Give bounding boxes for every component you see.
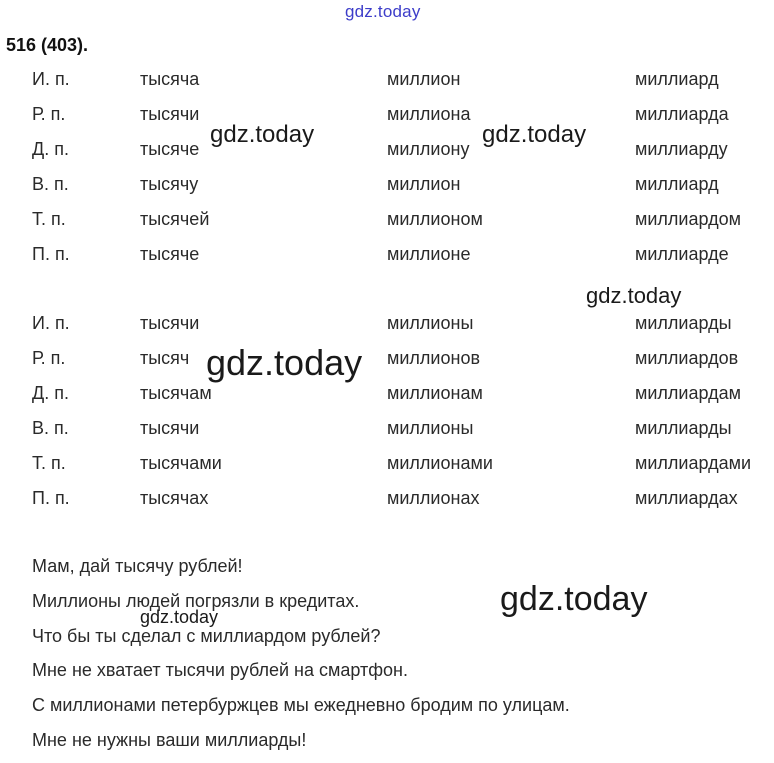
million-form: миллионах <box>387 488 480 508</box>
thousand-form: тысячи <box>140 418 200 438</box>
billion-form: миллиард <box>635 69 719 89</box>
sentence-line: С миллионами петербуржцев мы ежедневно бродим по улицам. <box>32 695 570 715</box>
million-form: миллиона <box>387 104 471 124</box>
million-form: миллион <box>387 174 461 194</box>
sentence-line: Что бы ты сделал с миллиардом рублей? <box>32 626 381 646</box>
sentence-line: Мам, дай тысячу рублей! <box>32 556 243 576</box>
case-label: П. п. <box>32 244 70 264</box>
thousand-form: тысяче <box>140 244 200 264</box>
thousand-form: тысяче <box>140 139 200 159</box>
billion-form: миллиардах <box>635 488 738 508</box>
million-form: миллионы <box>387 313 474 333</box>
case-label: Т. п. <box>32 209 66 229</box>
thousand-form: тысяч <box>140 348 190 368</box>
thousand-form: тысячей <box>140 209 210 229</box>
million-form: миллионе <box>387 244 471 264</box>
million-form: миллион <box>387 69 461 89</box>
watermark: gdz.today <box>586 283 682 308</box>
case-label: Т. п. <box>32 453 66 473</box>
site-watermark-top: gdz.today <box>345 2 421 21</box>
sentence-line: Миллионы людей погрязли в кредитах. <box>32 591 360 611</box>
thousand-form: тысячу <box>140 174 199 194</box>
case-label: Р. п. <box>32 104 66 124</box>
thousand-form: тысячи <box>140 313 200 333</box>
billion-form: миллиардом <box>635 209 741 229</box>
billion-form: миллиардов <box>635 348 739 368</box>
billion-form: миллиардами <box>635 453 752 473</box>
case-label: Д. п. <box>32 139 69 159</box>
thousand-form: тысячам <box>140 383 212 403</box>
case-label: В. п. <box>32 174 69 194</box>
sentence-line: Мне не нужны ваши миллиарды! <box>32 730 307 750</box>
case-label: Р. п. <box>32 348 66 368</box>
thousand-form: тысячи <box>140 104 200 124</box>
thousand-form: тысячами <box>140 453 222 473</box>
million-form: миллионами <box>387 453 493 473</box>
watermark: gdz.today <box>500 580 648 618</box>
case-label: Д. п. <box>32 383 69 403</box>
case-label: И. п. <box>32 69 70 89</box>
million-form: миллионов <box>387 348 481 368</box>
billion-form: миллиардам <box>635 383 741 403</box>
billion-form: миллиарды <box>635 418 732 438</box>
case-label: И. п. <box>32 313 70 333</box>
million-form: миллиону <box>387 139 470 159</box>
watermark: gdz.today <box>482 121 587 148</box>
thousand-form: тысячах <box>140 488 209 508</box>
watermark: gdz.today <box>140 607 219 627</box>
billion-form: миллиарду <box>635 139 728 159</box>
million-form: миллионы <box>387 418 474 438</box>
watermark: gdz.today <box>210 121 315 148</box>
watermark: gdz.today <box>206 342 363 383</box>
billion-form: миллиарды <box>635 313 732 333</box>
billion-form: миллиарде <box>635 244 729 264</box>
case-label: В. п. <box>32 418 69 438</box>
exercise-title: 516 (403). <box>6 35 89 55</box>
thousand-form: тысяча <box>140 69 200 89</box>
billion-form: миллиарда <box>635 104 729 124</box>
sentence-line: Мне не хватает тысячи рублей на смартфон. <box>32 660 408 680</box>
case-label: П. п. <box>32 488 70 508</box>
million-form: миллионам <box>387 383 483 403</box>
billion-form: миллиард <box>635 174 719 194</box>
million-form: миллионом <box>387 209 483 229</box>
